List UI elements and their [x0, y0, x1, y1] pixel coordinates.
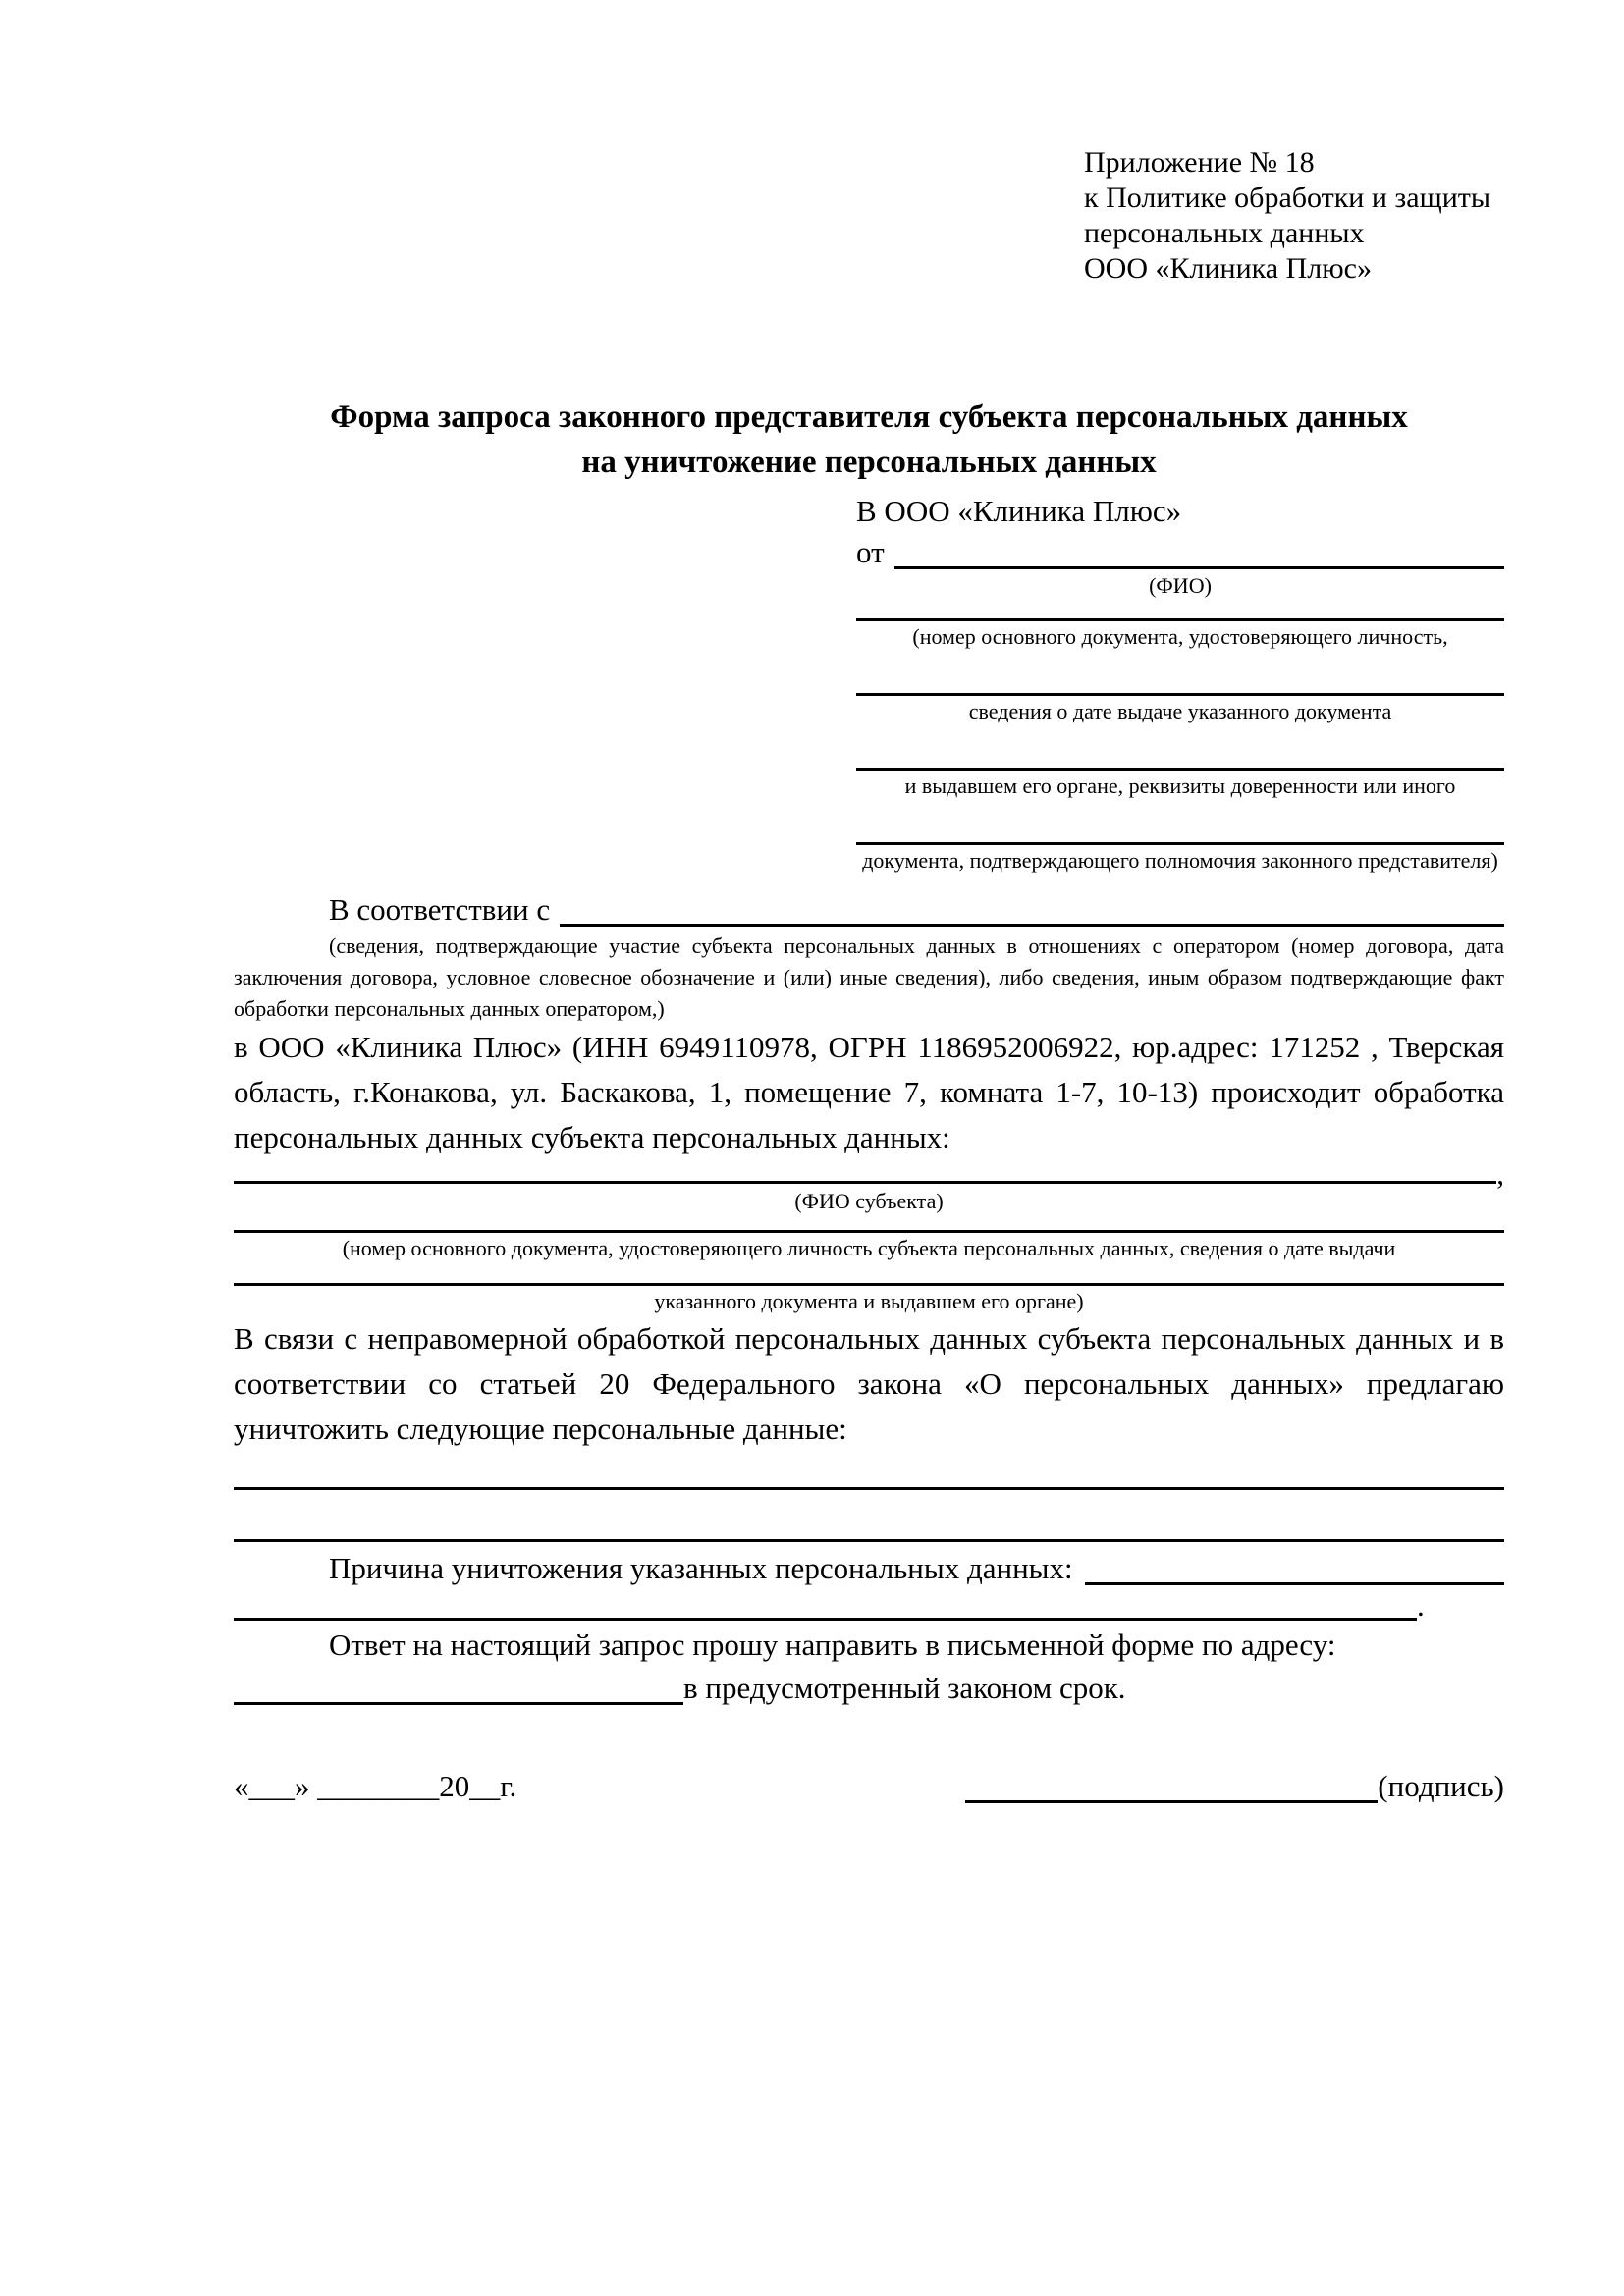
appendix-header-line: Приложение № 18 [1084, 146, 1315, 179]
signature-caption: (подпись) [1378, 1769, 1504, 1803]
accordance-label: В соответствии с [329, 892, 551, 927]
representative-doc-field-group [856, 693, 1504, 724]
subject-doc-caption-1: (номер основного документа, удостоверяющего личность субъекта персональных данных, сведения о дате выдачи [342, 1236, 1396, 1260]
appendix-header-line: ООО «Клиника Плюс» [1084, 252, 1372, 285]
subject-doc-field-line [234, 1230, 1504, 1233]
from-label: от [856, 535, 885, 569]
accordance-caption: (сведения, подтверждающие участие субъекта персональных данных в отношениях с оператором (номер договора, дата заключения договора, условное словесное обозначение и (или) иные сведения), либо сведения, иным образом подтверждающие факт обработки персональных данных оператором,) [234, 934, 1504, 1021]
trailing-period: . [1417, 1588, 1425, 1623]
reason-row [234, 1548, 1504, 1589]
appendix-header-line: персональных данных [1084, 217, 1365, 249]
operator-paragraph: в ООО «Клиника Плюс» (ИНН 6949110978, ОГРН 1186952006922, юр.адрес: 171252 , Тверская область, г.Конакова, ул. Баскакова, 1, помещение 7, комната 1-7, 10-13) происходит обработка персональных данных субъекта персональных данных: [234, 1030, 1504, 1154]
recipient-organization: В ООО «Клиника Плюс» [856, 494, 1182, 528]
subject-fio-field-row [234, 1156, 1504, 1191]
trailing-comma: , [1496, 1156, 1504, 1191]
subject-doc-issuer-field-line [234, 1283, 1504, 1286]
data-to-destroy-field-line [234, 1539, 1504, 1542]
document-title-line2: на уничтожение персональных данных [581, 445, 1157, 480]
doc-powers-caption: документа, подтверждающего полномочия законного представителя) [862, 848, 1498, 873]
document-title [234, 395, 1504, 485]
reply-paragraph: Ответ на настоящий запрос прошу направить в письменной форме по адресу: [329, 1628, 1336, 1662]
footer-row [234, 1766, 1504, 1807]
subject-doc-caption-2: указанного документа и выдавшем его органе) [654, 1289, 1084, 1313]
doc-authority-caption: и выдавшем его органе, реквизиты доверенности или иного [904, 774, 1456, 798]
reason-label: Причина уничтожения указанных персональных данных: [329, 1551, 1073, 1585]
representative-doc-field-group [856, 842, 1504, 874]
representative-doc-field-group [856, 618, 1504, 650]
fio-caption: (ФИО) [1149, 573, 1212, 598]
request-paragraph: В связи с неправомерной обработкой персональных данных субъекта персональных данных и в соответствии со статьей 20 Федерального закона «О персональных данных» предлагаю уничтожить следующие персональные данные: [234, 1321, 1504, 1446]
data-to-destroy-field-line [234, 1487, 1504, 1490]
doc-issue-date-field-line [856, 693, 1504, 696]
accordance-row [234, 889, 1504, 931]
appendix-header-line: к Политике обработки и защиты [1084, 182, 1491, 214]
reason-field-line [1085, 1582, 1504, 1585]
recipient-block [856, 491, 1504, 874]
signature-field-line [965, 1800, 1378, 1803]
appendix-header [1084, 145, 1504, 287]
subject-fio-caption: (ФИО субъекта) [794, 1189, 944, 1213]
doc-powers-field-line [856, 842, 1504, 845]
document-title-line1: Форма запроса законного представителя субъекта персональных данных [330, 400, 1408, 435]
doc-issue-date-caption: сведения о дате выдаче указанного документа [968, 699, 1392, 723]
doc-number-caption: (номер основного документа, удостоверяющего личность, [912, 624, 1448, 649]
accordance-field-line [560, 924, 1504, 927]
reply-address-field-line [234, 1702, 683, 1705]
from-row [856, 532, 1504, 573]
reason-field-line-2 [234, 1618, 1417, 1621]
from-name-field-line [894, 566, 1504, 569]
signature-group [965, 1766, 1504, 1807]
doc-number-field-line [856, 618, 1504, 621]
date-line: «___» ________20__г. [234, 1769, 517, 1803]
subject-fio-field-line [234, 1181, 1496, 1184]
reply-tail-text: в предусмотренный законом срок. [683, 1671, 1126, 1705]
representative-doc-field-group [856, 768, 1504, 799]
reply-address-row [234, 1668, 1504, 1709]
reason-continuation-row [234, 1589, 1504, 1623]
doc-authority-field-line [856, 768, 1504, 771]
